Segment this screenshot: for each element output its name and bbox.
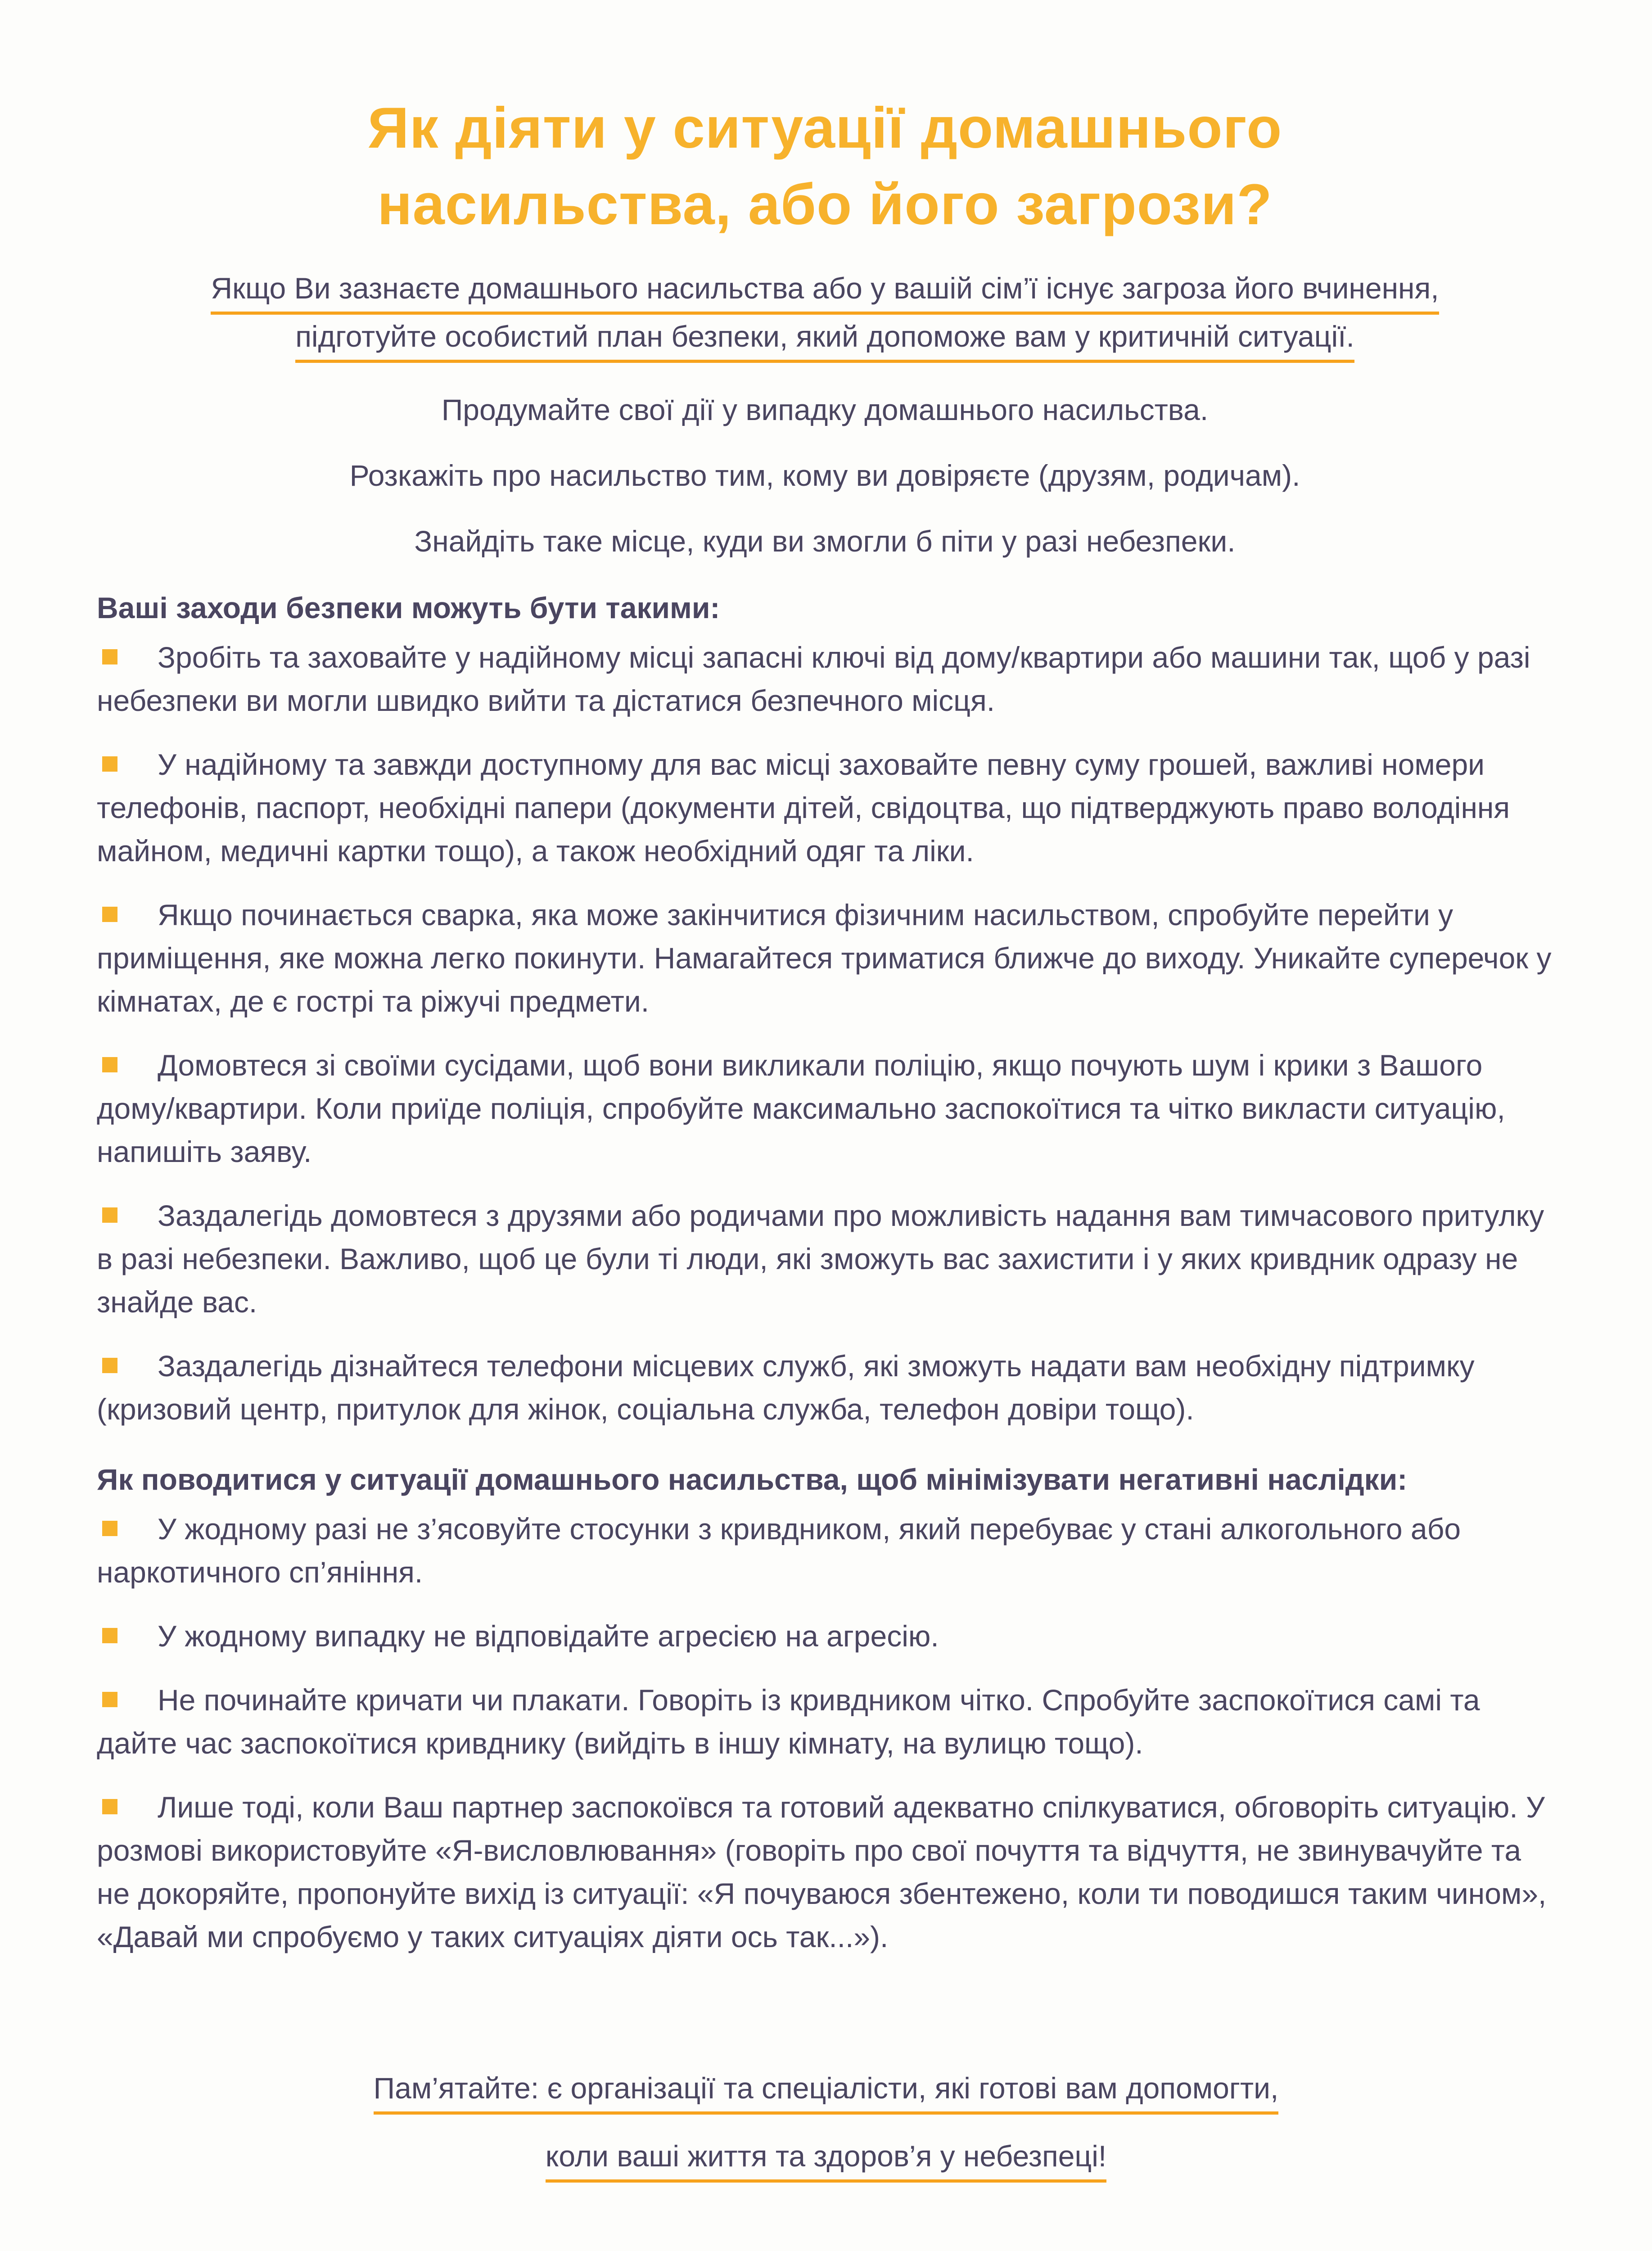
safety-measures-heading: Ваші заходи безпеки можуть бути такими:	[97, 591, 720, 624]
intro-text	[97, 267, 1553, 363]
list-item-text: У жодному випадку не відповідайте агресією на агресію.	[158, 1619, 939, 1653]
list-item-text: Домовтеся зі своїми сусідами, щоб вони викликали поліцію, якщо почують шум і крики з Вашого дому/квартири. Коли приїде поліція, спробуйте максимально заспокоїтися та чітко викласти ситуацію, напишіть заяву.	[97, 1049, 1505, 1168]
key-tips	[97, 389, 1553, 562]
list-item	[97, 1785, 1553, 1958]
safety-measures-list	[97, 636, 1553, 1431]
list-item	[97, 893, 1553, 1023]
list-item-text: Якщо починається сварка, яка може закінчитися фізичним насильством, спробуйте перейти у приміщення, яке можна легко покинути. Намагайтеся триматися ближче до виходу. Уникайте суперечок у кімнатах, де є гострі та ріжучі предмети.	[97, 898, 1552, 1018]
reminder-footer	[0, 2066, 1652, 2202]
list-item	[97, 1614, 1553, 1658]
tip-2: Розкажіть про насильство тим, кому ви довіряєте (друзям, родичам).	[349, 459, 1300, 492]
list-item	[97, 1194, 1553, 1324]
square-bullet-icon	[102, 1628, 117, 1643]
square-bullet-icon	[102, 1207, 117, 1223]
intro-line-1: Якщо Ви зазнаєте домашнього насильства або у вашій сім’ї існує загроза його вчинення,	[211, 267, 1439, 315]
tip-3: Знайдіть таке місце, куди ви змогли б піти у разі небезпеки.	[414, 524, 1236, 558]
list-item-text: У надійному та завжди доступному для вас місці заховайте певну суму грошей, важливі номери телефонів, паспорт, необхідні папери (документи дітей, свідоцтва, що підтверджують право володіння майном, медичні картки тощо), а також необхідний одяг та ліки.	[97, 748, 1510, 868]
list-item-text: Зробіть та заховайте у надійному місці запасні ключі від дому/квартири або машини так, щоб у разі небезпеки ви могли швидко вийти та дістатися безпечного місця.	[97, 641, 1530, 717]
list-item-text: Не починайте кричати чи плакати. Говоріть із кривдником чітко. Спробуйте заспокоїтися самі та дайте час заспокоїтися кривднику (вийдіть в іншу кімнату, на вулицю тощо).	[97, 1683, 1480, 1760]
list-item	[97, 743, 1553, 872]
square-bullet-icon	[102, 756, 117, 772]
list-item	[97, 1507, 1553, 1594]
intro-line-2: підготуйте особистий план безпеки, який допоможе вам у критичній ситуації.	[295, 315, 1354, 363]
title-line-2: насильства, або його загрози?	[377, 172, 1273, 237]
behavior-heading: Як поводитися у ситуації домашнього насильства, щоб мінімізувати негативні наслідки:	[97, 1463, 1408, 1496]
footer-line-1: Пам’ятайте: є організації та спеціалісти, які готові вам допомогти,	[374, 2066, 1279, 2115]
title-line-1: Як діяти у ситуації домашнього	[367, 96, 1282, 160]
square-bullet-icon	[102, 1799, 117, 1814]
square-bullet-icon	[102, 1521, 117, 1536]
footer-line-2: коли ваші життя та здоров’я у небезпеці!	[546, 2134, 1106, 2183]
list-item-text: Заздалегідь домовтеся з друзями або родичами про можливість надання вам тимчасового притулку в разі небезпеки. Важливо, щоб це були ті люди, які зможуть вас захистити і у яких кривдник одразу не знайде вас.	[97, 1199, 1544, 1319]
list-item	[97, 1044, 1553, 1173]
list-item	[97, 1344, 1553, 1431]
list-item	[97, 636, 1553, 722]
behavior-list	[97, 1507, 1553, 1958]
list-item-text: Лише тоді, коли Ваш партнер заспокоївся та готовий адекватно спілкуватися, обговоріть ситуацію. У розмові використовуйте «Я-висловлювання» (говоріть про свої почуття та відчуття, не звинувачуйте та не докоряйте, пропонуйте вихід із ситуації: «Я почуваюся збентежено, коли ти поводишся таким чином», «Давай ми спробуємо у таких ситуаціях діяти ось так...»).	[97, 1790, 1547, 1953]
list-item-text: Заздалегідь дізнайтеся телефони місцевих служб, які зможуть надати вам необхідну підтримку (кризовий центр, притулок для жінок, соціальна служба, телефон довіри тощо).	[97, 1349, 1475, 1426]
square-bullet-icon	[102, 1358, 117, 1373]
square-bullet-icon	[102, 907, 117, 922]
list-item	[97, 1678, 1553, 1765]
list-item-text: У жодному разі не з’ясовуйте стосунки з кривдником, який перебуває у стані алкогольного або наркотичного сп’яніння.	[97, 1512, 1461, 1589]
tip-1: Продумайте свої дії у випадку домашнього насильства.	[441, 393, 1209, 426]
page-title	[97, 90, 1553, 243]
square-bullet-icon	[102, 1057, 117, 1072]
square-bullet-icon	[102, 1692, 117, 1707]
square-bullet-icon	[102, 649, 117, 664]
